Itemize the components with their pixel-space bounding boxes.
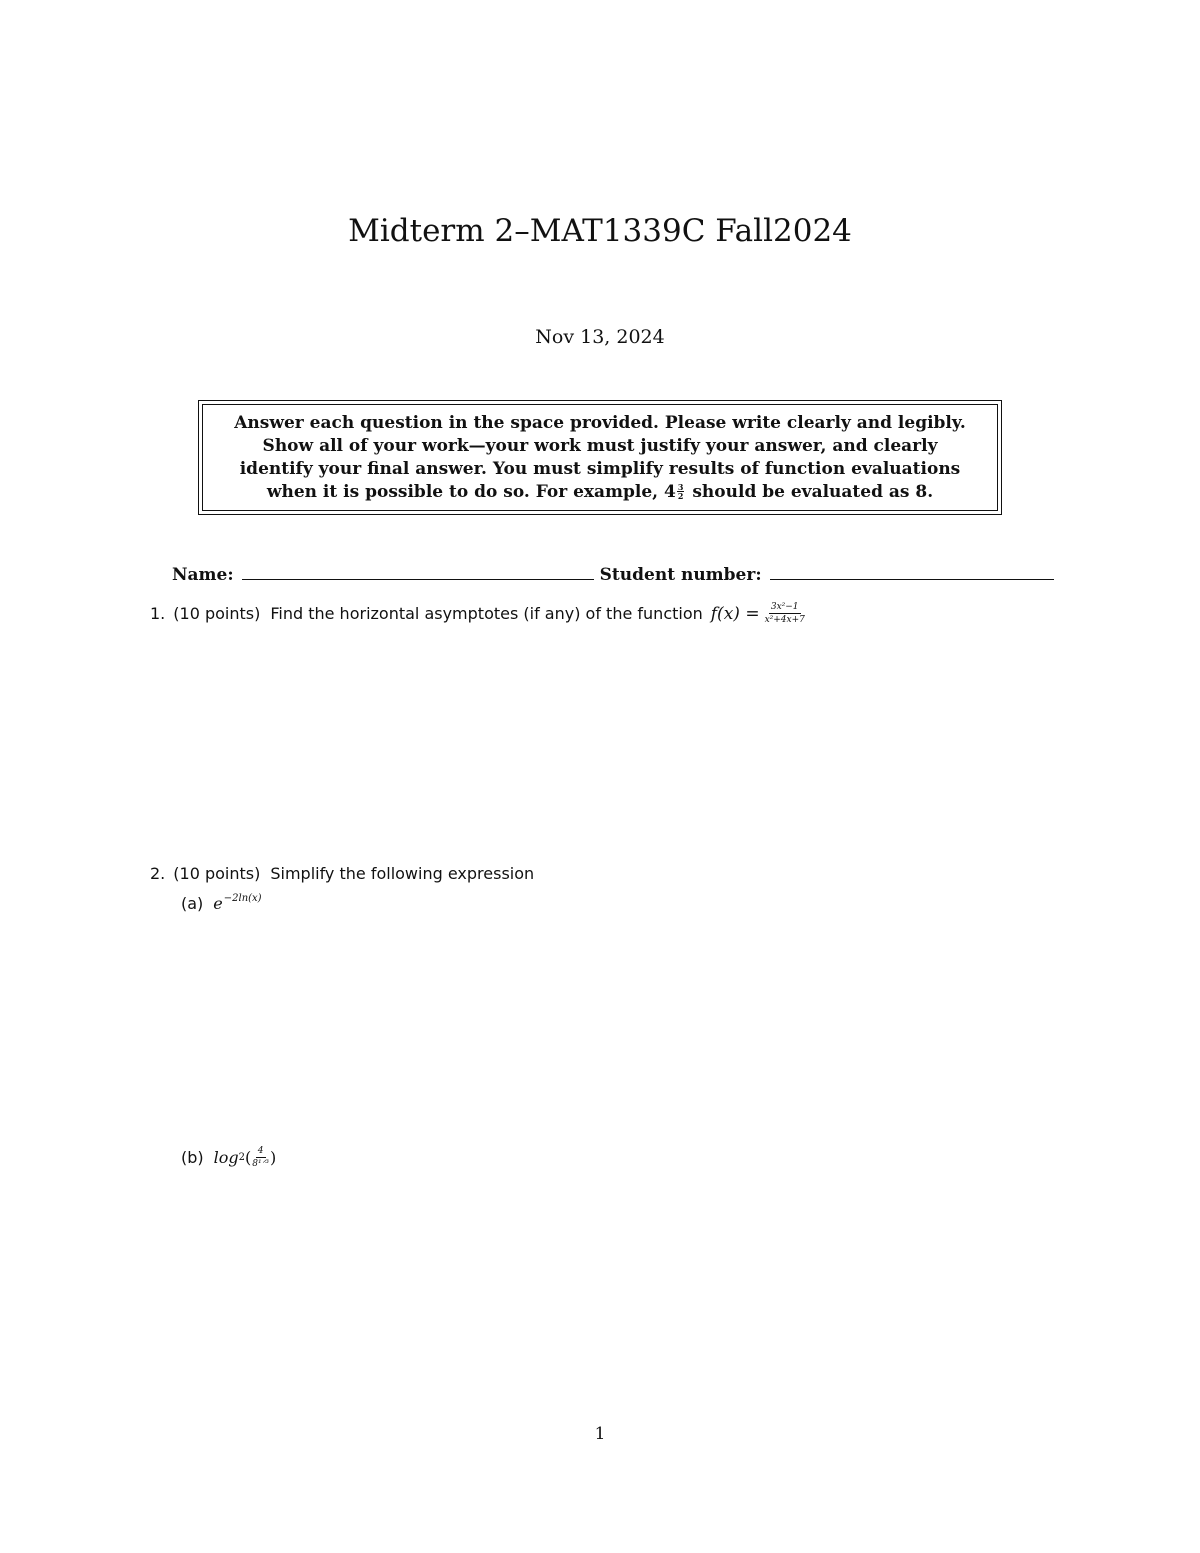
close-paren: ): [270, 1148, 277, 1167]
student-number-blank-line[interactable]: [770, 561, 1054, 580]
exam-date: Nov 13, 2024: [535, 326, 665, 348]
formula-numerator: 3x²−1: [770, 602, 799, 612]
instructions-line-3: identify your final answer. You must simplify results of function evaluations: [239, 458, 961, 479]
log-argument-denominator: 8¹ᐟ³: [252, 1159, 270, 1169]
subpart-a-expression: [213, 893, 261, 913]
log-base: 2: [238, 1152, 246, 1163]
question-2-part-b: [181, 1146, 276, 1169]
example-exponent-fraction: [677, 483, 685, 500]
instructions-line-2: Show all of your work—your work must justify your answer, and clearly: [262, 435, 938, 456]
page-number: 1: [594, 1424, 606, 1444]
question-points: (10 points): [173, 604, 261, 623]
name-blank-line[interactable]: [242, 561, 594, 580]
expression-exponent: −2ln(x): [223, 893, 262, 904]
formula-denominator: x²+4x+7: [764, 615, 805, 625]
question-1: [150, 602, 805, 625]
subpart-b-expression: [214, 1146, 277, 1169]
page-title: Midterm 2–MAT1339C Fall2024: [348, 213, 852, 249]
example-exponent-numerator: 3: [677, 481, 684, 492]
log-argument-fraction: [252, 1146, 269, 1169]
open-paren: (: [245, 1148, 252, 1167]
instructions-line-4: [267, 481, 933, 504]
question-1-formula: [711, 602, 805, 625]
question-text: Simplify the following expression: [270, 864, 535, 883]
instructions-line-4-prefix: when it is possible to do so. For example, 4: [266, 481, 676, 502]
student-info-row: [172, 561, 1062, 585]
subpart-label: (b): [181, 1148, 204, 1167]
formula-lhs: f(x) =: [710, 603, 760, 624]
question-2-part-a: [181, 893, 262, 913]
question-points: (10 points): [173, 864, 261, 883]
question-2: [150, 864, 534, 883]
example-exponent-denominator: 2: [677, 490, 684, 501]
subpart-label: (a): [181, 893, 204, 913]
question-number: 1.: [150, 604, 166, 623]
instructions-inner-frame: [202, 404, 998, 511]
formula-fraction: [765, 602, 805, 625]
log-argument-numerator: 4: [257, 1146, 264, 1156]
expression-base: e: [213, 894, 223, 913]
instructions-line-1: Answer each question in the space provided. Please write clearly and legibly.: [234, 412, 966, 433]
student-number-label: Student number:: [599, 565, 762, 585]
question-number: 2.: [150, 864, 166, 883]
instructions-box: [198, 400, 1002, 515]
instructions-line-4-suffix: should be evaluated as 8.: [686, 481, 934, 502]
name-label: Name:: [172, 565, 234, 585]
question-text: Find the horizontal asymptotes (if any) of the function: [270, 604, 703, 623]
log-function: log: [213, 1148, 239, 1167]
